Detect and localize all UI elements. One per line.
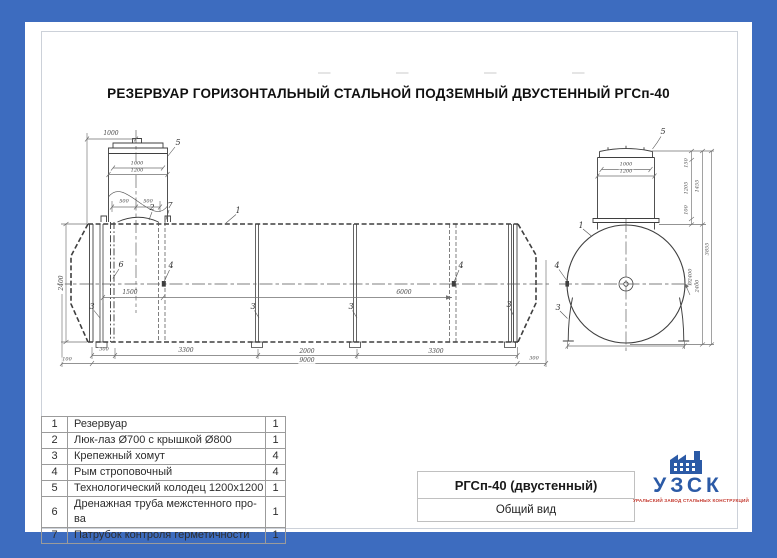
dimension-label: 1000 (103, 130, 119, 137)
table-cell-num: 4 (42, 465, 68, 481)
main-side-view (57, 130, 551, 348)
dimension-label: 6000 (396, 289, 412, 296)
page-title: РЕЗЕРВУАР ГОРИЗОНТАЛЬНЫЙ СТАЛЬНОЙ ПОДЗЕМНЫЙ ДВУСТЕННЫЙ РГСп-40 (107, 86, 670, 101)
callout-number: 7 (167, 201, 173, 210)
title-block (417, 471, 635, 522)
table-row (42, 528, 286, 544)
dimension-label: 3855 (704, 242, 711, 256)
dimension-label: Ø2400 (687, 268, 694, 286)
table-row (42, 417, 286, 433)
dimension-label: 1205 (683, 181, 690, 195)
callout-number: 3 (555, 303, 561, 312)
parts-table (41, 416, 286, 544)
callout-number: 5 (175, 138, 181, 147)
table-cell-qty: 1 (266, 497, 286, 528)
table-cell-qty: 1 (266, 417, 286, 433)
logo-abbreviation: УЗСК (653, 474, 723, 497)
table-cell-num: 7 (42, 528, 68, 544)
parts-table-body (42, 417, 286, 544)
dimension-label: 1000 (130, 160, 144, 167)
dimension-label: 1455 (694, 179, 701, 193)
table-cell-name: Крепежный хомут (68, 449, 266, 465)
clamp-feet (96, 342, 516, 348)
end-view-centerlines (559, 219, 695, 351)
dimension-label: 300 (99, 346, 109, 353)
callout-number: 4 (554, 261, 560, 270)
view-name: Общий вид (495, 504, 557, 516)
callout-number: 3 (348, 302, 354, 311)
drain-pipe-lines (111, 222, 115, 342)
end-lug-marker (565, 281, 569, 287)
dimension-label: 1000 (619, 161, 633, 168)
centerlines (57, 130, 551, 313)
tank-outline (71, 224, 536, 342)
table-row (42, 465, 286, 481)
table-row (42, 497, 286, 528)
hidden-lines (159, 222, 457, 342)
dimension-label: 2400 (694, 279, 701, 293)
callout-number: 3 (506, 300, 512, 309)
well-left (109, 139, 168, 223)
callout-number: 5 (660, 127, 666, 136)
table-cell-num: 1 (42, 417, 68, 433)
table-row (42, 481, 286, 497)
table-cell-qty: 1 (266, 528, 286, 544)
logo-tagline: УРАЛЬСКИЙ ЗАВОД СТАЛЬНЫХ КОНСТРУКЦИЙ (633, 498, 750, 503)
table-cell-name: Люк-лаз Ø700 с крышкой Ø800 (68, 433, 266, 449)
table-cell-name: Рым строповочный (68, 465, 266, 481)
callout-number: 1 (578, 221, 584, 230)
callout-number: 4 (458, 261, 464, 270)
dimension-label: 3300 (178, 347, 194, 354)
model-designation: РГСп-40 (двустенный) (418, 472, 634, 499)
callout-number: 4 (168, 261, 174, 270)
dimension-label: 1500 (122, 289, 138, 296)
table-cell-qty: 4 (266, 465, 286, 481)
table-cell-qty: 4 (266, 449, 286, 465)
dimension-lines (60, 130, 714, 367)
table-cell-num: 3 (42, 449, 68, 465)
dimension-label: 500 (119, 198, 129, 205)
dimension-label: 2000 (299, 348, 315, 355)
callout-number: 6 (118, 260, 124, 269)
table-cell-name: Дренажная труба межстенного про-ва (68, 497, 266, 528)
table-row (42, 433, 286, 449)
table-cell-num: 6 (42, 497, 68, 528)
well-right (593, 146, 659, 230)
callout-number: 3 (89, 302, 95, 311)
table-cell-qty: 1 (266, 433, 286, 449)
dimension-label: 100 (683, 205, 690, 215)
dimension-label: 2400 (58, 275, 65, 291)
dimension-label: 300 (529, 355, 539, 362)
callout-number: 3 (250, 302, 256, 311)
dimension-label: 3300 (428, 348, 444, 355)
table-cell-name: Патрубок контроля герметичности (68, 528, 266, 544)
table-cell-num: 5 (42, 481, 68, 497)
table-cell-name: Резервуар (68, 417, 266, 433)
dimension-label: 150 (683, 158, 690, 168)
dimension-label: 100 (62, 356, 72, 363)
factory-icon (666, 450, 706, 474)
dimension-label: 500 (143, 198, 153, 205)
table-cell-name: Технологический колодец 1200х1200 (68, 481, 266, 497)
dimension-label: 9000 (299, 357, 315, 364)
table-row (42, 449, 286, 465)
table-cell-qty: 1 (266, 481, 286, 497)
company-logo (633, 450, 750, 503)
table-cell-num: 2 (42, 433, 68, 449)
callout-number: 2 (149, 203, 155, 212)
callout-number: 1 (235, 206, 241, 215)
dimension-label: 1200 (130, 167, 144, 174)
end-view (559, 146, 695, 351)
dimension-label: 1200 (619, 168, 633, 175)
callout-leaders (94, 137, 661, 319)
clamp-lines (100, 224, 512, 342)
